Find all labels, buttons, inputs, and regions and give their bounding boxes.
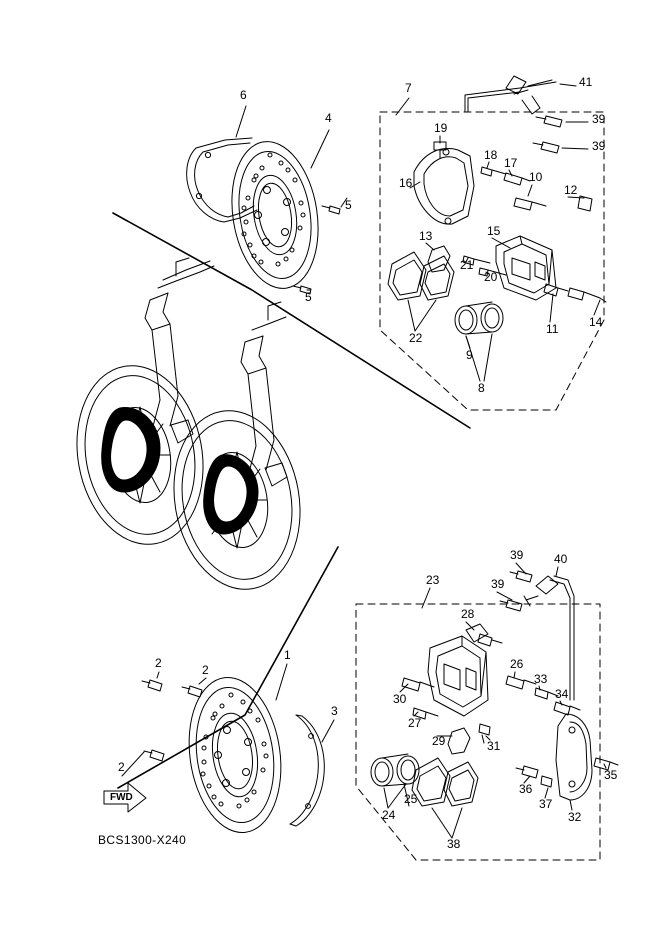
- bolt-39-upper-b: [533, 142, 559, 153]
- callout-24: 24: [382, 808, 396, 822]
- rear-piston-a: [371, 754, 419, 786]
- callout-2b: 2: [202, 663, 209, 677]
- callout-1: 1: [284, 648, 291, 662]
- callout-21: 21: [460, 258, 474, 272]
- callout-33: 33: [534, 672, 548, 686]
- callout-7: 7: [405, 81, 412, 95]
- callout-36: 36: [519, 782, 533, 796]
- callout-10: 10: [529, 170, 543, 184]
- leader-23: [422, 588, 430, 608]
- callout-19: 19: [434, 121, 448, 135]
- front-wheel-assembly: [63, 258, 313, 599]
- leader-6: [236, 106, 246, 137]
- caliper-bracket-front: [414, 148, 474, 224]
- leader-12: [568, 197, 584, 198]
- callout-32: 32: [568, 810, 582, 824]
- leader-38b: [452, 808, 462, 838]
- leader-14: [594, 300, 600, 315]
- callout-25: 25: [404, 792, 418, 806]
- rear-disc-cover: [290, 715, 324, 826]
- callout-39d: 39: [491, 577, 505, 591]
- bracket-nut-37: [541, 776, 552, 787]
- brake-hose-lower: [524, 576, 574, 700]
- leader-2c: [122, 752, 144, 776]
- callout-20: 20: [484, 270, 498, 284]
- bleed-screw-10: [514, 198, 546, 210]
- callout-18: 18: [484, 148, 498, 162]
- callout-8: 8: [478, 381, 485, 395]
- caliper-bolt-17: [504, 173, 530, 185]
- bracket-bolt-34: [554, 702, 580, 715]
- leader-1: [276, 664, 287, 700]
- leader-40: [556, 567, 558, 576]
- callout-14: 14: [589, 315, 603, 329]
- callout-28: 28: [461, 607, 475, 621]
- callout-35: 35: [604, 768, 618, 782]
- callout-2a: 2: [155, 656, 162, 670]
- callout-41: 41: [579, 75, 593, 89]
- callout-23: 23: [426, 573, 440, 587]
- callout-27: 27: [408, 716, 422, 730]
- caliper-piston-a: [455, 302, 503, 334]
- caliper-seal-ring: [459, 308, 499, 330]
- rear-brake-pad-a: [412, 758, 450, 806]
- leader-22b: [415, 300, 436, 331]
- brake-pad-front-b: [420, 256, 454, 300]
- callout-3: 3: [331, 704, 338, 718]
- leader-13: [426, 243, 434, 250]
- callout-11: 11: [546, 322, 559, 336]
- callout-39c: 39: [510, 548, 524, 562]
- callout-29: 29: [432, 734, 446, 748]
- callout-30: 30: [393, 692, 407, 706]
- brake-hose-upper: [465, 76, 556, 114]
- callout-9: 9: [466, 348, 473, 362]
- callout-16: 16: [399, 176, 413, 190]
- rear-brake-pad-b: [444, 762, 478, 806]
- callout-2c: 2: [118, 760, 125, 774]
- callout-5a: 5: [345, 198, 352, 212]
- callout-37: 37: [539, 797, 553, 811]
- leader-39b: [562, 148, 588, 149]
- leader-8: [484, 334, 492, 381]
- leader-26: [514, 672, 515, 678]
- rear-caliper-bracket: [556, 714, 592, 800]
- bracket-bolt-26: [506, 676, 536, 689]
- rear-disc-bolts: [142, 680, 202, 761]
- front-brake-disc: [222, 135, 328, 294]
- bolt-39-upper-a: [536, 116, 562, 127]
- callout-6: 6: [240, 88, 247, 102]
- divider-line-upper: [113, 213, 470, 428]
- pad-clip-29: [448, 728, 470, 754]
- leader-17: [509, 170, 512, 176]
- leader-11: [550, 294, 553, 322]
- leader-2b: [199, 678, 206, 684]
- leader-38a: [432, 808, 452, 838]
- rear-caliper-body: [428, 636, 488, 716]
- callout-39a: 39: [592, 112, 606, 126]
- leader-2a: [157, 672, 159, 678]
- callout-5b: 5: [305, 290, 312, 304]
- brake-pad-front-a: [388, 252, 426, 300]
- leader-32: [570, 800, 572, 810]
- callout-39b: 39: [592, 139, 606, 153]
- callout-13: 13: [419, 229, 433, 243]
- rear-brake-disc: [180, 671, 291, 838]
- leader-10: [528, 185, 532, 196]
- slide-pin-19: [434, 142, 446, 158]
- callout-17: 17: [504, 156, 518, 170]
- bracket-bolt-36: [516, 766, 538, 778]
- callout-34: 34: [555, 687, 569, 701]
- callout-22: 22: [409, 331, 423, 345]
- callout-31: 31: [487, 739, 501, 753]
- bolt-39-lower-a: [510, 571, 532, 582]
- fwd-label: FWD: [110, 792, 133, 803]
- leader-34: [560, 701, 562, 705]
- leader-3: [322, 720, 334, 742]
- caliper-bolt-18: [481, 167, 506, 176]
- callout-38: 38: [447, 837, 461, 851]
- part-code-label: BCS1300-X240: [98, 833, 187, 847]
- callout-40: 40: [554, 552, 568, 566]
- leader-4: [311, 130, 329, 168]
- leader-22a: [408, 300, 415, 331]
- leader-39d: [497, 592, 512, 600]
- callout-4: 4: [325, 111, 332, 125]
- leader-24a: [384, 788, 388, 808]
- leader-18: [487, 162, 489, 168]
- leader-15: [492, 238, 510, 248]
- callout-15: 15: [487, 224, 501, 238]
- leader-41: [560, 84, 576, 86]
- callout-12: 12: [564, 183, 578, 197]
- front-disc-cover: [187, 138, 257, 222]
- callout-26: 26: [510, 657, 524, 671]
- bolt-39-lower-b: [500, 600, 522, 611]
